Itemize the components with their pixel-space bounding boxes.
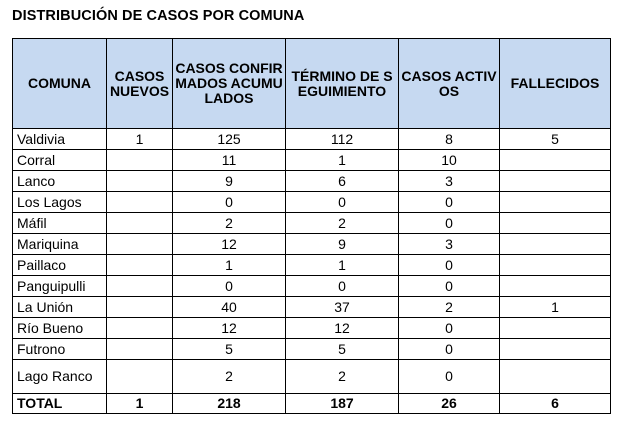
cell-active-cases: 2 [399,297,500,318]
table-row [13,339,611,360]
cell-deceased [500,213,611,234]
total-active-cases: 26 [399,394,500,414]
table-row [13,192,611,213]
header-active-cases: CASOS ACTIVOS [399,39,500,129]
cases-by-commune-table [12,38,611,414]
cell-follow-up-ended: 1 [286,150,399,171]
cell-follow-up-ended: 37 [286,297,399,318]
total-new-cases: 1 [107,394,173,414]
cell-deceased [500,276,611,297]
table-row [13,234,611,255]
table-row [13,360,611,394]
cell-new-cases [107,297,173,318]
cell-cumulative-confirmed: 12 [173,234,286,255]
cell-cumulative-confirmed: 0 [173,192,286,213]
cell-deceased [500,171,611,192]
cell-deceased [500,255,611,276]
cell-active-cases: 10 [399,150,500,171]
cell-deceased: 1 [500,297,611,318]
cell-follow-up-ended: 0 [286,276,399,297]
cell-cumulative-confirmed: 2 [173,213,286,234]
cell-deceased [500,318,611,339]
table-row [13,276,611,297]
cell-follow-up-ended: 112 [286,129,399,150]
table-row [13,129,611,150]
cell-cumulative-confirmed: 0 [173,276,286,297]
cell-commune: Lago Ranco [13,360,107,394]
cell-cumulative-confirmed: 2 [173,360,286,394]
header-deceased: FALLECIDOS [500,39,611,129]
cell-cumulative-confirmed: 5 [173,339,286,360]
cell-deceased: 5 [500,129,611,150]
cell-active-cases: 8 [399,129,500,150]
cell-commune: Paillaco [13,255,107,276]
cell-follow-up-ended: 6 [286,171,399,192]
cell-new-cases [107,192,173,213]
cell-new-cases [107,150,173,171]
cell-deceased [500,234,611,255]
cell-active-cases: 0 [399,276,500,297]
header-commune: COMUNA [13,39,107,129]
total-row [13,394,611,414]
cell-cumulative-confirmed: 9 [173,171,286,192]
cell-commune: Panguipulli [13,276,107,297]
table-row [13,171,611,192]
table-row [13,150,611,171]
cell-active-cases: 3 [399,234,500,255]
total-deceased: 6 [500,394,611,414]
cell-active-cases: 0 [399,213,500,234]
cell-commune: Río Bueno [13,318,107,339]
cell-cumulative-confirmed: 12 [173,318,286,339]
cell-new-cases [107,318,173,339]
cell-commune: Lanco [13,171,107,192]
cell-new-cases: 1 [107,129,173,150]
cell-commune: La Unión [13,297,107,318]
cell-cumulative-confirmed: 40 [173,297,286,318]
cell-deceased [500,360,611,394]
cell-active-cases: 0 [399,360,500,394]
cell-follow-up-ended: 0 [286,192,399,213]
cell-commune: Corral [13,150,107,171]
table-row [13,297,611,318]
cell-cumulative-confirmed: 1 [173,255,286,276]
total-label: TOTAL [13,394,107,414]
cell-new-cases [107,171,173,192]
cell-active-cases: 0 [399,192,500,213]
cell-commune: Mariquina [13,234,107,255]
cell-new-cases [107,213,173,234]
cell-deceased [500,339,611,360]
cell-follow-up-ended: 12 [286,318,399,339]
header-cumulative-confirmed: CASOS CONFIRMADOS ACUMULADOS [173,39,286,129]
cell-follow-up-ended: 9 [286,234,399,255]
cell-cumulative-confirmed: 125 [173,129,286,150]
cell-active-cases: 0 [399,255,500,276]
cell-cumulative-confirmed: 11 [173,150,286,171]
cell-commune: Valdivia [13,129,107,150]
cell-deceased [500,150,611,171]
table-row [13,255,611,276]
cell-deceased [500,192,611,213]
cell-active-cases: 0 [399,339,500,360]
cell-active-cases: 3 [399,171,500,192]
cell-new-cases [107,234,173,255]
total-follow-up-ended: 187 [286,394,399,414]
total-cumulative-confirmed: 218 [173,394,286,414]
cell-new-cases [107,339,173,360]
cell-follow-up-ended: 5 [286,339,399,360]
table-header-row [13,39,611,129]
header-follow-up-ended: TÉRMINO DE SEGUIMIENTO [286,39,399,129]
cell-follow-up-ended: 2 [286,360,399,394]
cell-follow-up-ended: 1 [286,255,399,276]
cell-new-cases [107,276,173,297]
cell-new-cases [107,255,173,276]
cell-commune: Futrono [13,339,107,360]
cell-active-cases: 0 [399,318,500,339]
cell-follow-up-ended: 2 [286,213,399,234]
table-row [13,213,611,234]
table-row [13,318,611,339]
cell-commune: Los Lagos [13,192,107,213]
cell-commune: Máfil [13,213,107,234]
cell-new-cases [107,360,173,394]
document-title: DISTRIBUCIÓN DE CASOS POR COMUNA [12,8,305,24]
header-new-cases: CASOS NUEVOS [107,39,173,129]
